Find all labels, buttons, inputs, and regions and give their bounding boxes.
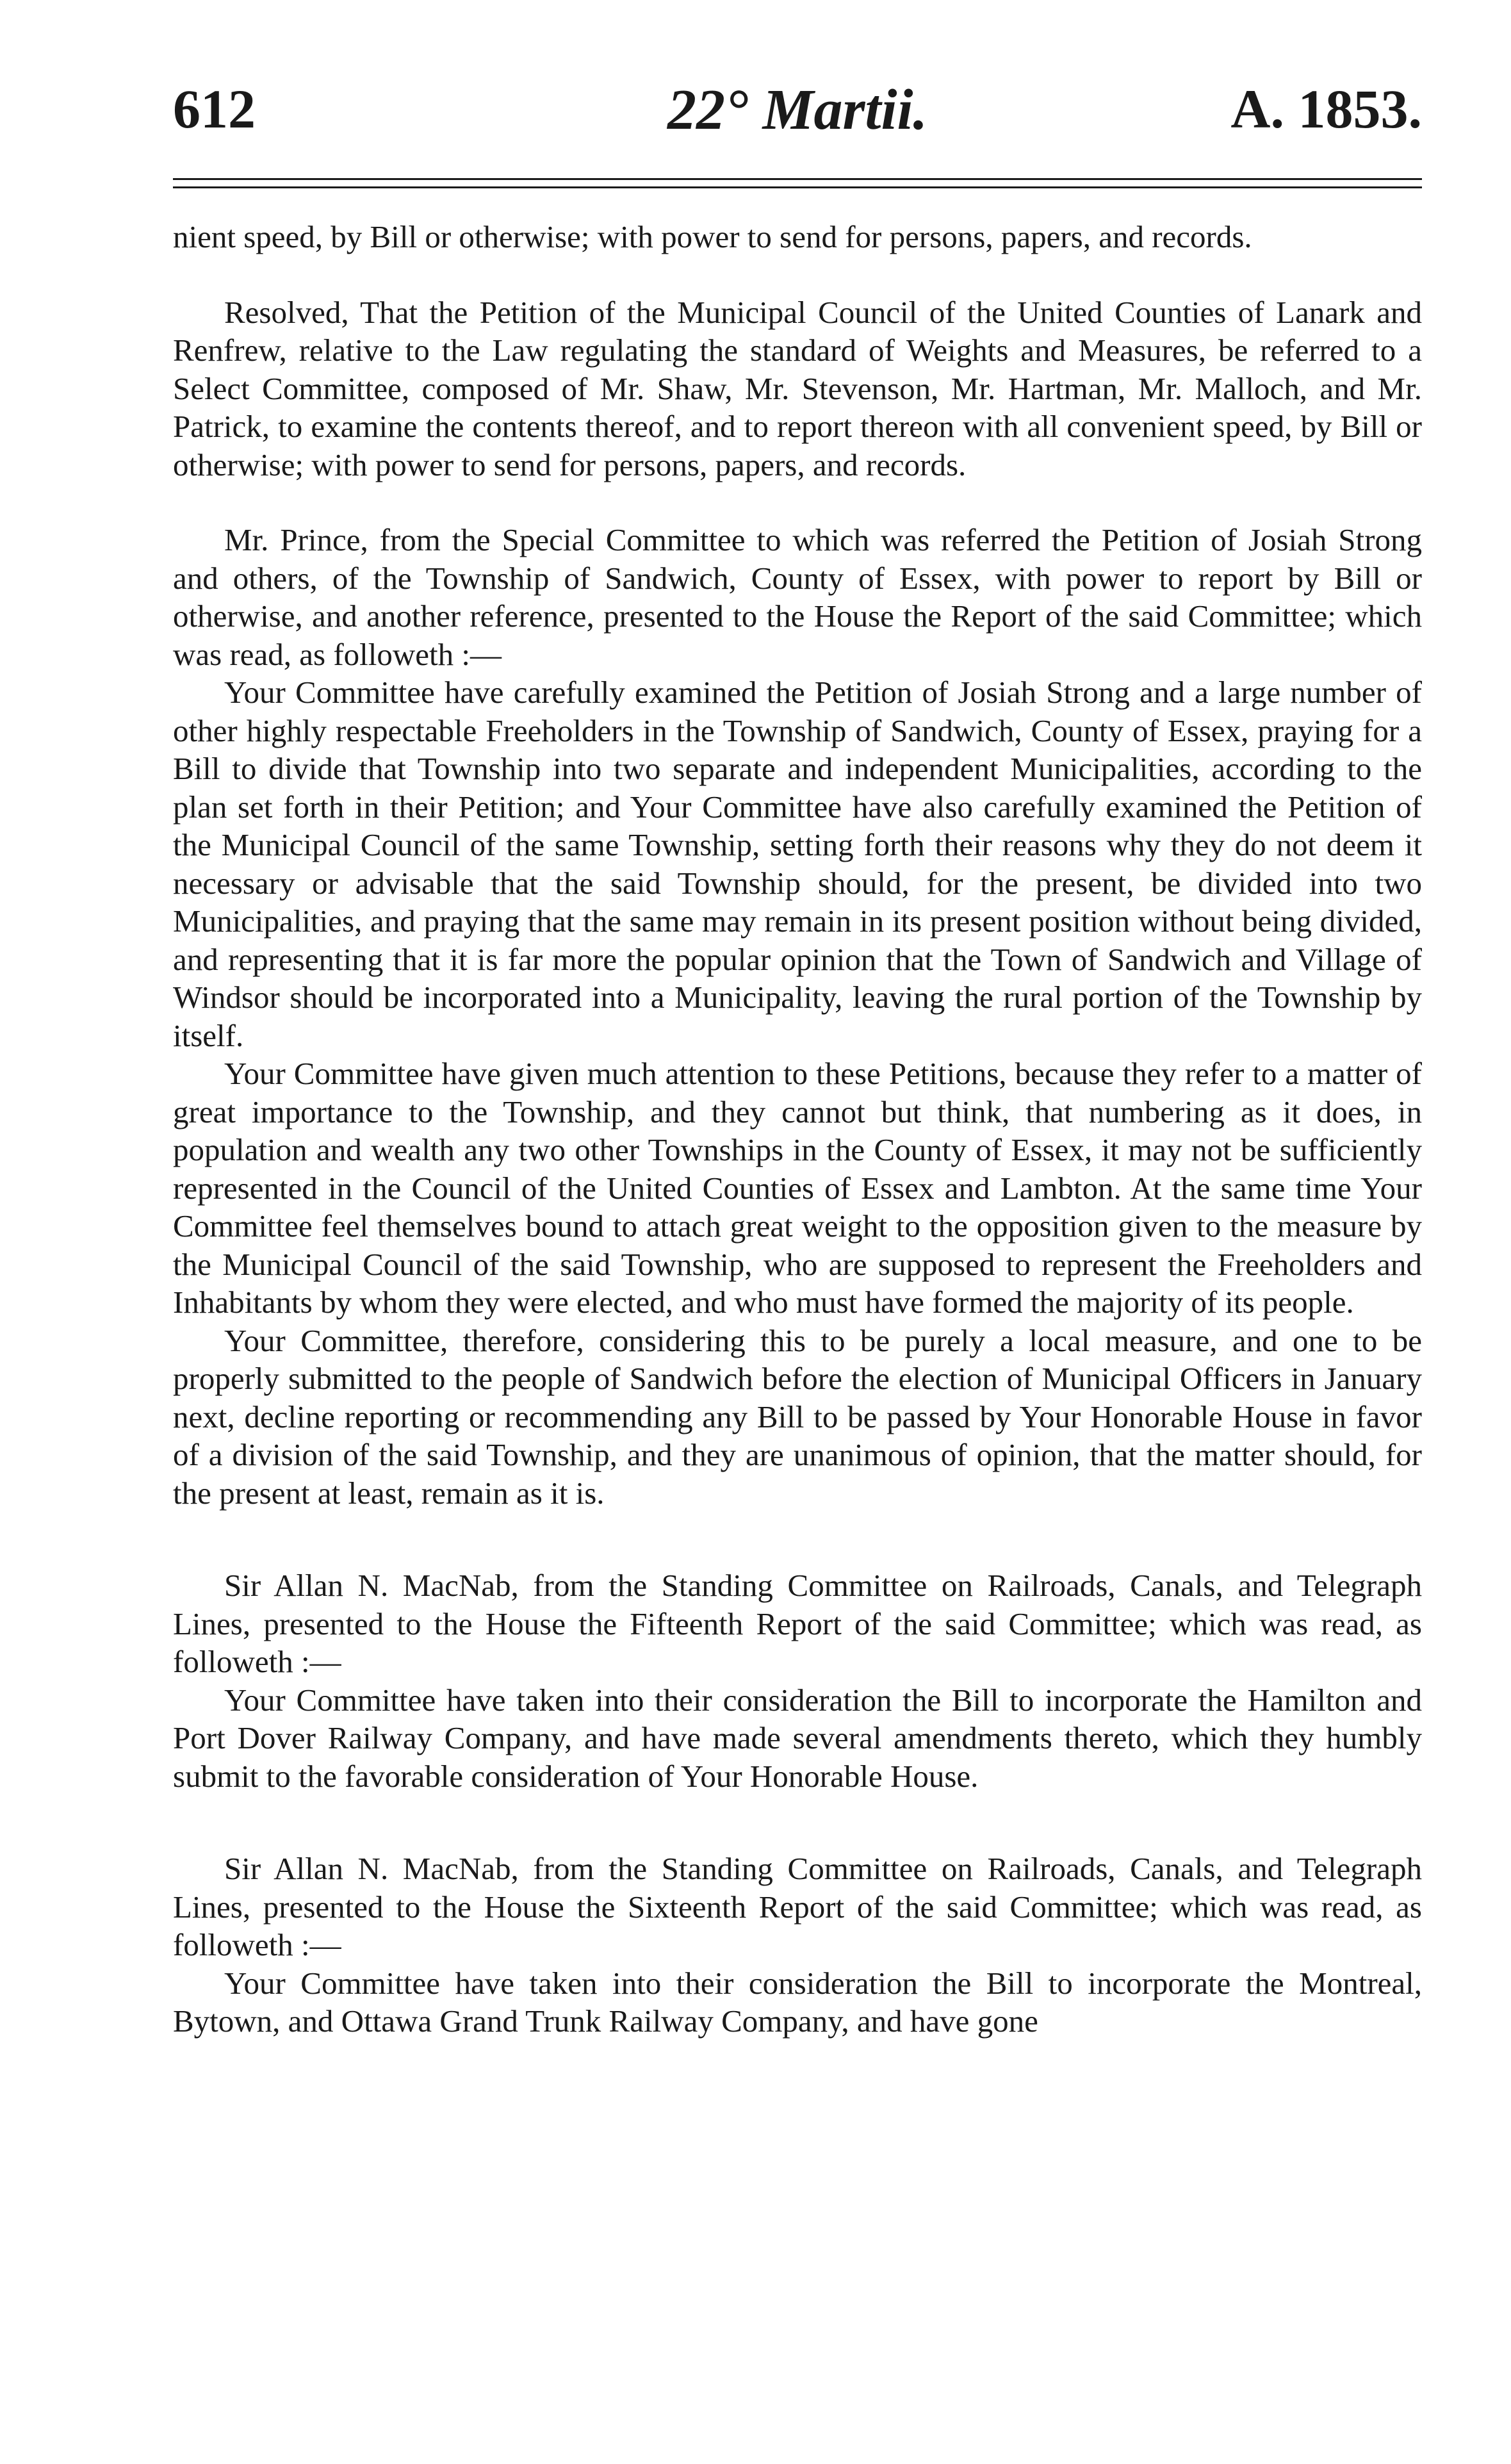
header-year: A. 1853. <box>1230 78 1422 140</box>
paragraph-committee-examination: Your Committee have carefully examined the Petition of Josiah Strong and a large number of other highly respectable Freeholders in the Township of Sandwich, County of Essex, praying for a Bill to divide that Township into two separate and independent Municipalities, according to the plan set forth in their Petition; and Your Committee have also carefully examined the Petition of the Municipal Council of the same Township, setting forth their reasons why they do not deem it necessary or advisable that the said Township should, for the present, be divided into two Municipalities, and praying that the same may remain in its present position without being divided, and representing that it is far more the popular opinion that the Town of Sandwich and Village of Windsor should be incorporated into a Municipality, leaving the rural portion of the Township by itself. <box>173 675 1422 1053</box>
paragraph-committee-attention: Your Committee have given much attention to these Petitions, because they refer to a matter of great importance to the Township, and they cannot but think, that numbering as it does, in population and wealth any two other Townships in the County of Essex, it may not be sufficiently represented in the Council of the United Counties of Essex and Lambton. At the same time Your Committee feel themselves bound to attach great weight to the opposition given to the measure by the Municipal Council of the said Township, who are supposed to represent the Freeholders and Inhabitants by whom they were elected, and who must have formed the majority of its people. <box>173 1056 1422 1320</box>
paragraph-fifteenth-report-intro: Sir Allan N. MacNab, from the Standing Committee on Railroads, Canals, and Telegraph Lines, presented to the House the Fifteenth Report of the said Committee; which was read, as followeth :— <box>173 1568 1422 1679</box>
journal-body <box>173 218 1422 2041</box>
paragraph-continuation: nient speed, by Bill or otherwise; with power to send for persons, papers, and records. <box>173 219 1252 254</box>
paragraph-fifteenth-report-body: Your Committee have taken into their consideration the Bill to incorporate the Hamilton and Port Dover Railway Company, and have made several amendments thereto, which they humbly submit to the favorable consideration of Your Honorable House. <box>173 1682 1422 1794</box>
paragraph-committee-conclusion: Your Committee, therefore, considering this to be purely a local measure, and one to be properly submitted to the people of Sandwich before the election of Municipal Officers in January next, decline reporting or recommending any Bill to be passed by Your Honorable House in favor of a division of the said Township, and they are unanimous of opinion, that the matter should, for the present at least, remain as it is. <box>173 1322 1422 1511</box>
paragraph-sixteenth-report-body: Your Committee have taken into their consideration the Bill to incorporate the Montreal, Bytown, and Ottawa Grand Trunk Railway Company, and have gone <box>173 1965 1422 2039</box>
paragraph-resolution-weights-measures: Resolved, That the Petition of the Municipal Council of the United Counties of Lanark and Renfrew, relative to the Law regulating the standard of Weights and Measures, be referred to a Select Committee, composed of Mr. Shaw, Mr. Stevenson, Mr. Hartman, Mr. Malloch, and Mr. Patrick, to examine the contents thereof, and to report thereon with all convenient speed, by Bill or otherwise; with power to send for persons, papers, and records. <box>173 294 1422 482</box>
paragraph-sixteenth-report-intro: Sir Allan N. MacNab, from the Standing Committee on Railroads, Canals, and Telegraph Lines, presented to the House the Sixteenth Report of the said Committee; which was read, as followeth :— <box>173 1851 1422 1962</box>
header-date: 22° Martii. <box>667 78 928 142</box>
header-double-rule <box>173 178 1422 188</box>
paragraph-prince-report-intro: Mr. Prince, from the Special Committee to which was referred the Petition of Josiah Strong and others, of the Township of Sandwich, County of Essex, with power to report by Bill or otherwise, and another reference, presented to the House the Report of the said Committee; which was read, as followeth :— <box>173 522 1422 672</box>
page-header <box>173 64 1422 141</box>
page-number: 612 <box>173 78 256 140</box>
